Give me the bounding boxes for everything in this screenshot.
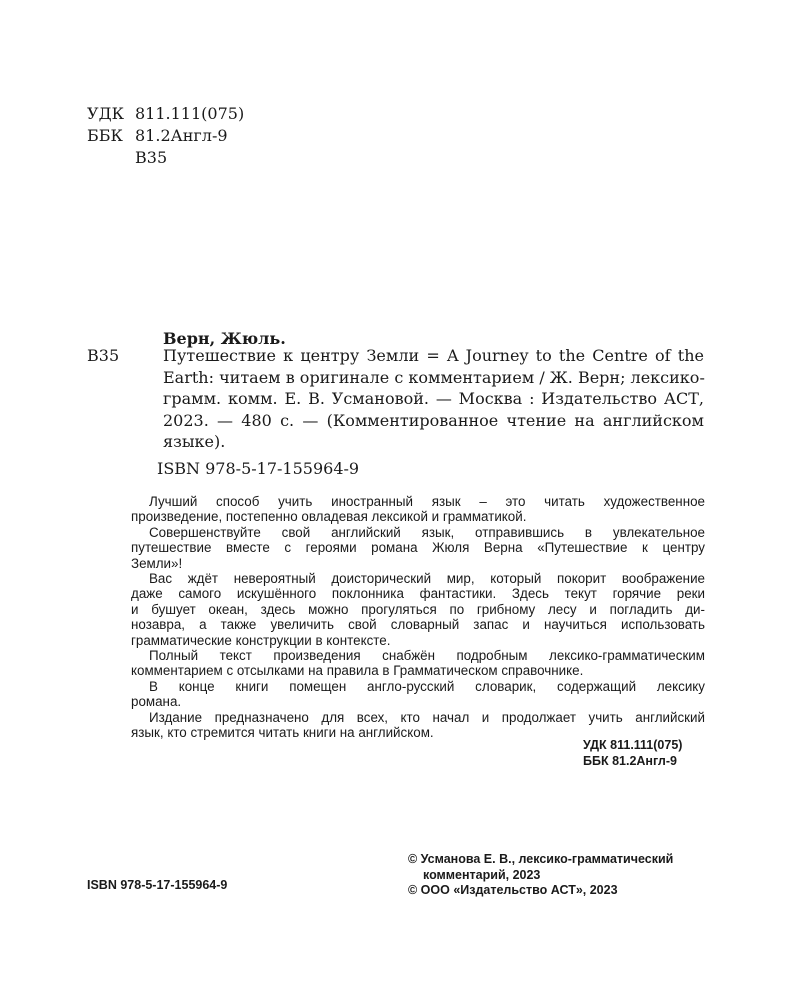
author-mark: В35 [87,346,120,365]
annotation [131,494,705,741]
udk-row [87,103,244,125]
annotation-line: Лучший способ учить иностранный язык – это читать художественное [149,494,705,509]
author-mark-row [87,147,244,169]
description-line: Earth: читаем в оригинале с комментарием / Ж. Верн; лексико- [163,367,705,387]
annotation-line: Издание предназначено для всех, кто начал и продолжает учить английский [149,709,705,725]
annotation-line: нозавра, а также увеличить свой словарный запас и научиться использовать [131,617,705,633]
copyright-line: © ООО «Издательство АСТ», 2023 [408,883,618,897]
author-name: Верн, Жюль. [163,329,286,348]
description-line: языке). [163,432,226,452]
copyright-line: © Усманова Е. В., лексико-грамматический [408,852,674,866]
annotation-line: язык, кто стремится читать книги на английском. [131,725,434,741]
classification-codes [87,103,244,169]
annotation-line: грамматические конструкции в контексте. [131,632,391,648]
footer-bbk: ББК 81.2Англ-9 [583,753,677,768]
description-line: 2023. — 480 с. — (Комментированное чтение на английском [163,410,704,430]
description-line: грамм. комм. Е. В. Усмановой. — Москва : Издательство АСТ, [163,389,704,409]
annotation-line: Совершенствуйте свой английский язык, отправившись в увлекательное [149,524,705,540]
footer-codes [583,738,682,769]
annotation-line: и бушует океан, здесь можно прогуляться по грибному лесу и погладить ди- [131,601,705,617]
annotation-line: путешествие вместе с героями романа Жюля Верна «Путешествие к центру [131,540,705,556]
isbn-main: ISBN 978-5-17-155964-9 [157,459,360,478]
annotation-line: даже самого искушённого поклонника фантастики. Здесь текут горячие реки [131,586,705,602]
annotation-line: произведение, постепенно овладевая лексикой и грамматикой. [131,509,527,525]
udk-label: УДК [87,104,124,123]
annotation-line: Полный текст произведения снабжён подробным лексико-грамматическим [149,648,705,664]
isbn-footer: ISBN 978-5-17-155964-9 [87,878,228,892]
bibliographic-description [163,345,704,453]
footer-udk: УДК 811.111(075) [583,738,683,752]
annotation-line: романа. [131,694,182,710]
udk-value: 811.111(075) [135,104,245,123]
annotation-line: Вас ждёт невероятный доисторический мир, который покорит воображение [149,571,705,587]
annotation-line: Земли»! [131,555,183,571]
bbk-row [87,125,244,147]
author-mark-top: В35 [135,148,168,167]
bbk-value: 81.2Англ-9 [135,126,228,145]
description-line: Путешествие к центру Земли = A Journey to the Centre of the [163,346,704,365]
bbk-label: ББК [87,126,123,145]
copyright-line: комментарий, 2023 [423,867,541,882]
annotation-line: комментарием с отсылками на правила в Грамматическом справочнике. [131,663,584,679]
annotation-line: В конце книги помещен англо-русский словарик, содержащий лексику [149,678,705,694]
copyright-block [408,852,673,899]
